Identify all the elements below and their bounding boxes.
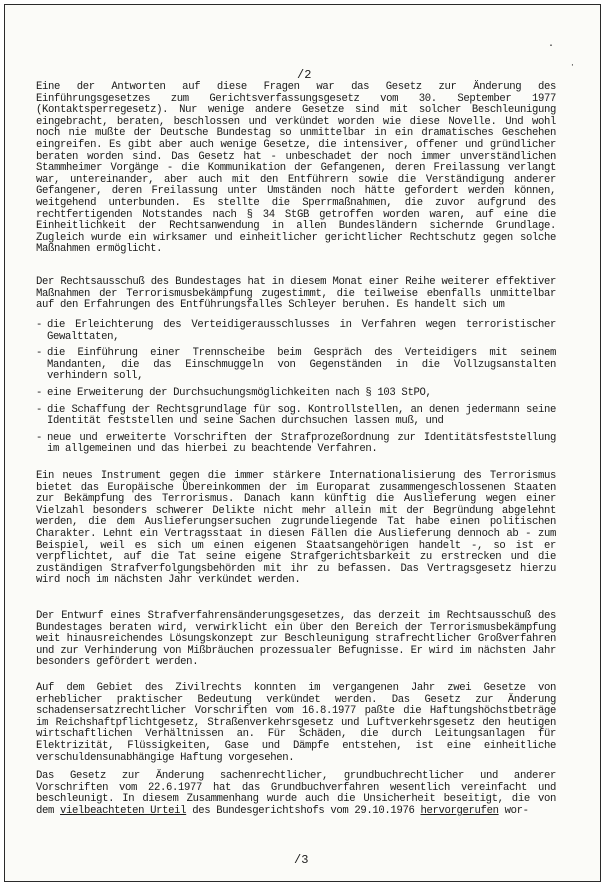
list-item: - die Erleichterung des Verteidigerausschlusses in Verfahren wegen terroristischer Gewalttaten,	[36, 319, 556, 343]
paragraph-sachenrecht: Das Gesetz zur Änderung sachenrechtlicher, grundbuchrechtlicher und anderer Vorschriften vom 22.6.1977 hat das Grundbuchverfahren wesentlich vereinfacht und beschleunigt. In diesem Zusammenhang wurde auch die Unsicherheit beseitigt, die von dem vielbeachteten Urteil des Bundesgerichtshofs vom 29.10.1976 hervorgerufen wor-	[36, 770, 556, 817]
paragraph-rechtsausschuss: Der Rechtsausschuß des Bundestages hat in diesem Monat einer Reihe weiterer effektiver Maßnahmen der Terrorismusbekämpfung zugestimmt, die teilweise ebenfalls unmittelbar auf den Erfahrungen des Entführungsfalles Schleyer beruhen. Es handelt sich um	[36, 276, 556, 312]
list-item: - die Schaffung der Rechtsgrundlage für sog. Kontrollstellen, an denen jedermann seine Identität feststellen und seine Sachen durchsuchen lassen muß, und	[36, 403, 556, 428]
corner-mark: ·	[548, 41, 555, 52]
list-item: - neue und erweiterte Vorschriften der Strafprozeßordnung zur Identitätsfeststellung im allgemeinen und das hierbei zu beachtende Verfahren.	[36, 431, 556, 456]
page-number-bottom: /3	[294, 853, 309, 867]
measures-list	[36, 320, 556, 461]
underlined-text: hervorgerufen	[420, 804, 499, 817]
paragraph-kontaktsperregesetz: Eine der Antworten auf diese Fragen war das Gesetz zur Änderung des Einführungsgesetzes zum Gerichtsverfassungsgesetz vom 30. September 1977 (Kontaktsperregesetz). Nur wenige andere Gesetze sind mit solcher Beschleunigung eingebracht, beraten, beschlossen und verkündet worden wie diese Novelle. Und wohl noch nie mußte der Deutsche Bundestag so unmittelbar in ein dramatisches Geschehen eingreifen. Es gibt aber auch wenige Gesetze, die intensiver, offener und gründlicher beraten worden sind. Das Gesetz hat - unbeschadet der noch immer unverständlichen Stammheimer Vorgänge - die Kommunikation der Gefangenen, deren Freilassung verlangt war, untereinander, aber auch mit den Entführern sowie die Verständigung anderer Gefangener, deren Freilassung unter Umständen noch hätte gefordert werden können, weitgehend unterbunden. Es stellte die Sperrmaßnahmen, die zuvor aufgrund des rechtfertigenden Notstandes nach § 34 StGB getroffen worden waren, auf eine die Einheitlichkeit der Rechtsanwendung in allen Bundesländern sichernde Grundlage. Zugleich wurde ein wirksamer und einheitlicher gerichtlicher Rechtschutz gegen solche Maßnahmen ermöglicht.	[36, 81, 556, 256]
paragraph-zivilrecht: Auf dem Gebiet des Zivilrechts konnten im vergangenen Jahr zwei Gesetze von erheblicher praktischer Bedeutung verkündet werden. Das Gesetz zur Änderung schadensersatzrechtlicher Vorschriften vom 16.8.1977 paßte die Haftungshöchstbeträge im Reichshaftpflichtgesetz, Straßenverkehrsgesetz und Luftverkehrsgesetz den heutigen wirtschaftlichen Verhältnissen an. Für Schäden, die durch Leitungsanlagen für Elektrizität, Flüssigkeiten, Gase und Dämpfe entstehen, ist eine einheitliche verschuldensunabhängige Haftung vorgesehen.	[36, 682, 556, 764]
list-item: - eine Erweiterung der Durchsuchungsmöglichkeiten nach § 103 StPO,	[36, 386, 432, 399]
paragraph-europaeisches-uebereinkommen: Ein neues Instrument gegen die immer stärkere Internationalisierung des Terrorismus bietet das Europäische Übereinkommen der im Europarat zusammengeschlossenen Staaten zur Bekämpfung des Terrorismus. Danach kann künftig die Auslieferung wegen einer Vielzahl besonders schwerer Delikte nicht mehr allein mit der Begründung abgelehnt werden, die dem Auslieferungsersuchen zugrundeliegende Tat habe einen politischen Charakter. Lehnt ein Vertragsstaat in diesen Fällen die Auslieferung dennoch ab - zum Beispiel, weil es sich um einen eigenen Staatsangehörigen handelt -, so ist er verpflichtet, auf die Tat seine eigene Strafgerichtsbarkeit zu erstrecken und die zuständigen Strafverfolgungsbehörden mit ihr zu befassen. Das Vertragsgesetz hierzu wird noch im nächsten Jahr verkündet werden.	[36, 470, 556, 587]
page-number-top: /2	[297, 68, 312, 82]
paragraph-strafverfahrensaenderungsgesetz: Der Entwurf eines Strafverfahrensänderungsgesetzes, das derzeit im Rechtsausschuß des Bundestages beraten wird, verwirklicht ein über den Bereich der Terrorismusbekämpfung weit hinausreichendes Lösungskonzept zur Beschleunigung strafrechtlicher Großverfahren und zur Verhinderung von Mißbräuchen prozessualer Befugnisse. Er wird im nächsten Jahr besonders gefördert werden.	[36, 610, 556, 669]
document-page	[4, 4, 601, 882]
list-item: - die Einführung einer Trennscheibe beim Gespräch des Verteidigers mit seinem Mandanten, die das Einschmuggeln von Gegenständen in die Vollzugsanstalten verhindern soll,	[36, 347, 556, 383]
underlined-text: vielbeachteten Urteil	[60, 804, 187, 817]
corner-mark: ·	[570, 61, 575, 70]
